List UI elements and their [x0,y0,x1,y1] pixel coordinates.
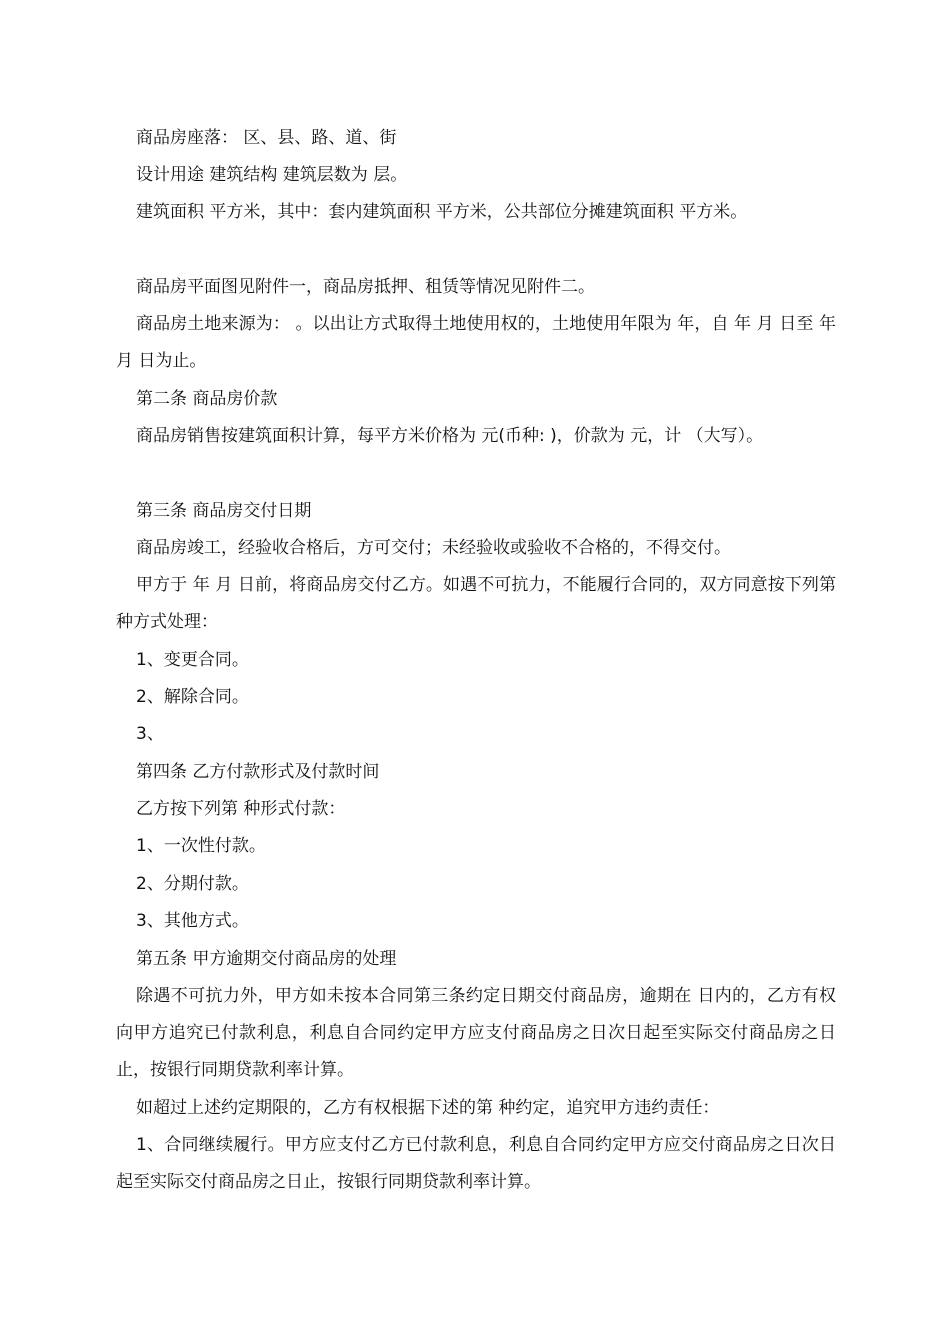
article-2-heading: 第二条 商品房价款 [136,389,278,409]
article-5-heading: 第五条 甲方逾期交付商品房的处理 [136,949,397,969]
delivery-paragraph: 甲方于 年 月 日前，将商品房交付乙方。如遇不可抗力，不能履行合同的，双方同意按下列第 种方式处理： [116,575,836,632]
payment-option-2-item: 2、分期付款。 [136,874,249,894]
price-paragraph: 商品房销售按建筑面积计算，每平方米价格为 元(币种: )，价款为 元，计 （大写）。 [136,426,764,446]
article-4-heading: 第四条 乙方付款形式及付款时间 [136,762,380,782]
land-source-paragraph: 商品房土地来源为： 。以出让方式取得土地使用权的，土地使用年限为 年，自 年 月 日至 年 月 日为止。 [116,314,836,371]
continue-contract-paragraph: 1、合同继续履行。甲方应支付乙方已付款利息，利息自合同约定甲方应交付商品房之日次日起至实际交付商品房之日止，按银行同期贷款利率计算。 [116,1135,836,1192]
overdue-limit-line: 如超过上述约定期限的，乙方有权根据下述的第 种约定，追究甲方违约责任： [136,1098,720,1118]
option-2-item: 2、解除合同。 [136,687,249,707]
late-delivery-paragraph: 除遇不可抗力外，甲方如未按本合同第三条约定日期交付商品房，逾期在 日内的，乙方有权向甲方追究已付款利息，利息自合同约定甲方应支付商品房之日次日起至实际交付商品房之日止，按银行同期贷款利率计算。 [116,986,836,1080]
area-line: 建筑面积 平方米，其中：套内建筑面积 平方米，公共部位分摊建筑面积 平方米。 [136,202,748,222]
attachments-line: 商品房平面图见附件一，商品房抵押、租赁等情况见附件二。 [136,277,595,297]
payment-form-line: 乙方按下列第 种形式付款： [136,799,346,819]
completion-line: 商品房竣工，经验收合格后，方可交付；未经验收或验收不合格的，不得交付。 [136,538,731,558]
option-1-item: 1、变更合同。 [136,650,249,670]
payment-option-1-item: 1、一次性付款。 [136,836,266,856]
location-line: 商品房座落： 区、县、路、道、街 [136,128,397,148]
usage-structure-line: 设计用途 建筑结构 建筑层数为 层。 [136,165,408,185]
option-3-item: 3、 [136,724,164,744]
payment-option-3-item: 3、其他方式。 [136,911,249,931]
article-3-heading: 第三条 商品房交付日期 [136,501,312,521]
